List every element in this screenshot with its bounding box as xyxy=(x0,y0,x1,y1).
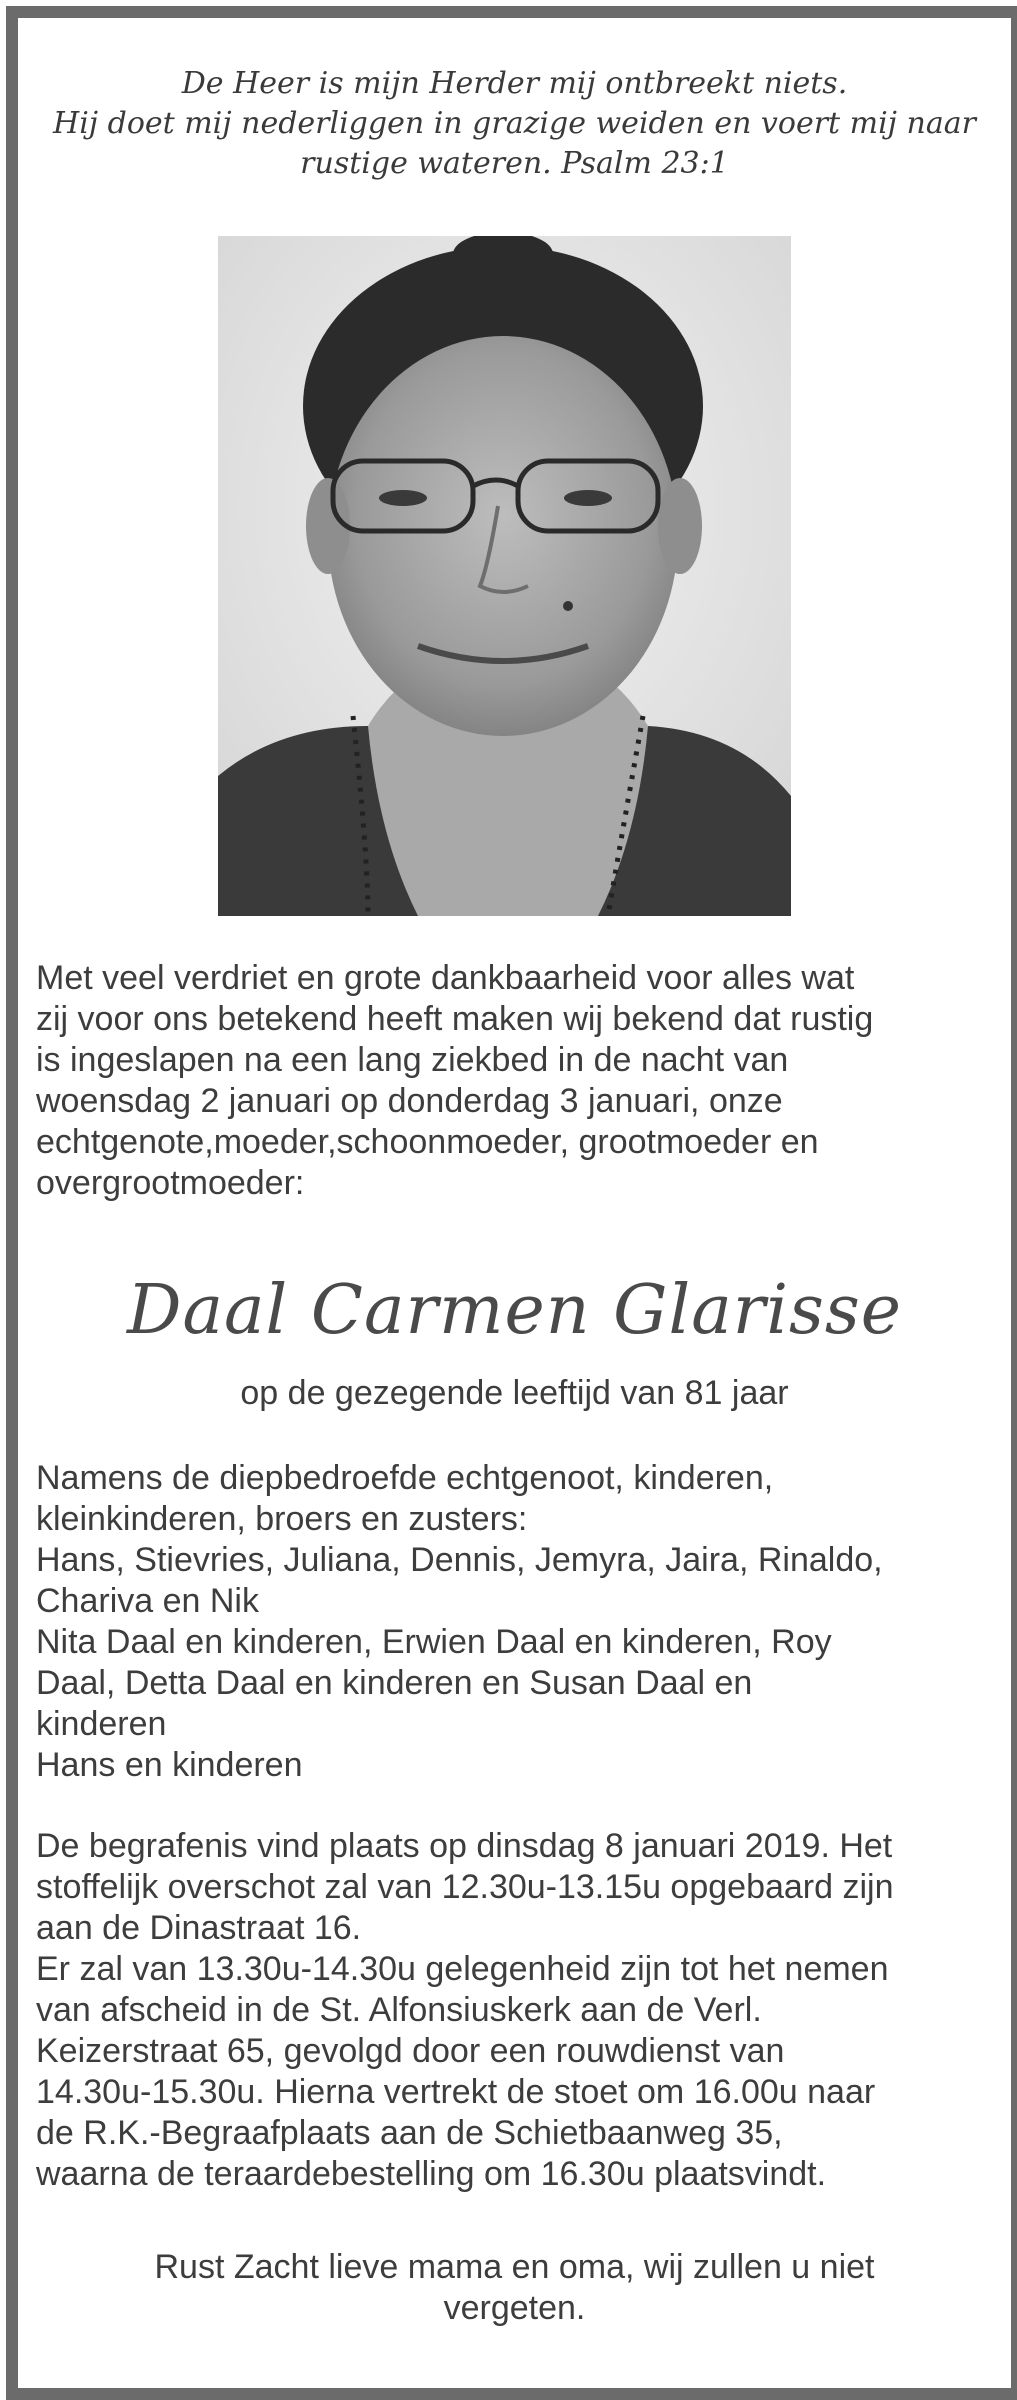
psalm-quote xyxy=(18,64,1011,184)
closing-message: Rust Zacht lieve mama en oma, wij zullen u niet vergeten. xyxy=(154,2248,875,2327)
announcement-text: Met veel verdriet en grote dankbaarheid voor alles wat zij voor ons betekend heeft maken wij bekend dat rustig is ingeslapen na een lang ziekbed in de nacht van woensdag 2 januari op donderdag 3 januari, onze echtgenote,moeder,schoonmoeder, grootmoeder en overgrootmoeder: xyxy=(36,959,874,1202)
portrait-photo xyxy=(218,236,791,916)
family-list: Namens de diepbedroefde echtgenoot, kinderen, kleinkinderen, broers en zusters: Hans, Stievries, Juliana, Dennis, Jemyra, Jaira, Rinaldo, Chariva en Nik Nita Daal en kinderen, Erwien Daal en kinderen, Roy Daal, Detta Daal en kinderen en Susan Daal en kinderen Hans en kinderen xyxy=(36,1459,883,1784)
deceased-age: op de gezegende leeftijd van 81 jaar xyxy=(240,1374,789,1412)
portrait-image xyxy=(218,236,791,916)
deceased-name: Daal Carmen Glarisse xyxy=(126,1271,903,1350)
psalm-line-3: rustige wateren. Psalm 23:1 xyxy=(300,146,729,181)
psalm-line-2: Hij doet mij nederliggen in grazige weiden en voert mij naar xyxy=(53,106,976,141)
psalm-line-1: De Heer is mijn Herder mij ontbreekt niets. xyxy=(181,66,848,101)
obituary-frame xyxy=(6,6,1017,2400)
funeral-details: De begrafenis vind plaats op dinsdag 8 januari 2019. Het stoffelijk overschot zal van 12.30u-13.15u opgebaard zijn aan de Dinastraat 16. Er zal van 13.30u-14.30u gelegenheid zijn tot het nemen van afscheid in de St. Alfonsiuskerk aan de Verl. Keizerstraat 65, gevolgd door een rouwdienst van 14.30u-15.30u. Hierna vertrekt de stoet om 16.00u naar de R.K.-Begraafplaats aan de Schietbaanweg 35, waarna de teraardebestelling om 16.30u plaatsvindt. xyxy=(36,1827,894,2193)
